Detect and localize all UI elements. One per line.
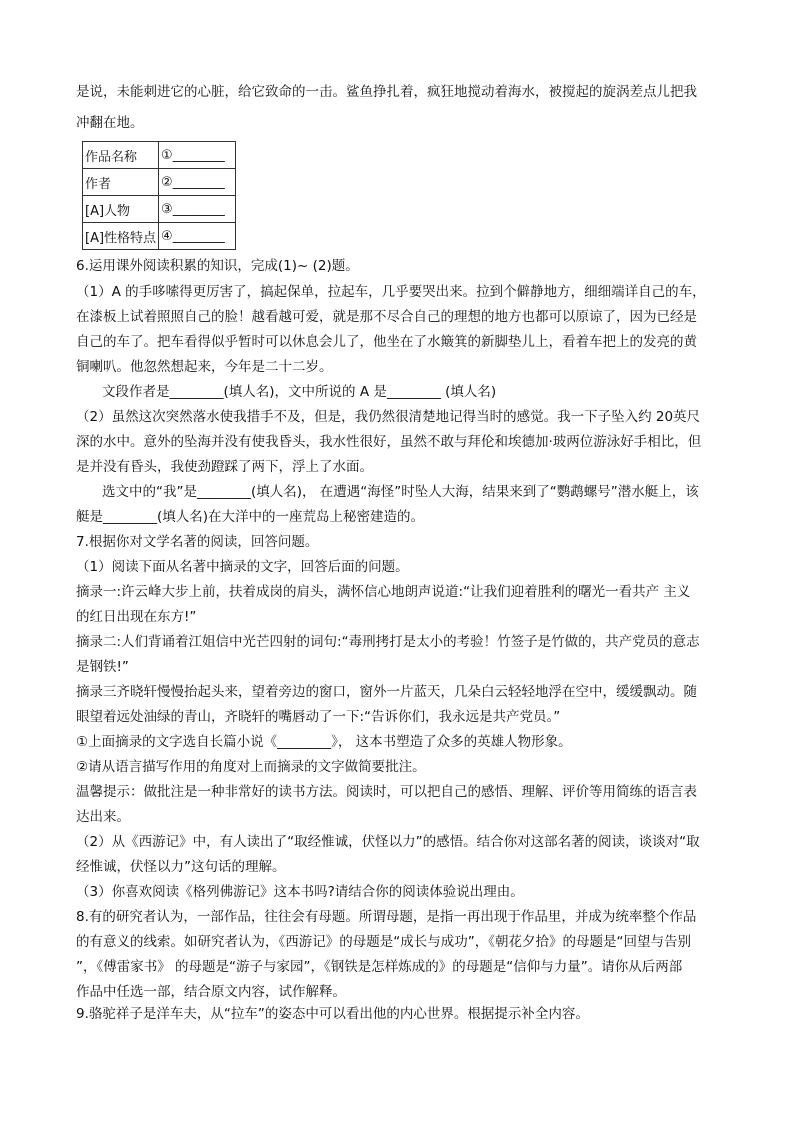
table-label: [A]人物 [83, 196, 159, 223]
q7-question-2: ②请从语言描写作用的角度对上而摘录的文字做简要批注。 [76, 759, 426, 775]
q8-line: 的有意义的线索。如研究者认为，《西游记》的母题是“成长与成功”，《朝花夕拾》的母题是“回望与告别 [76, 934, 691, 950]
q7-excerpt1: 的红日出现在东方!” [76, 609, 197, 625]
q7-sub3: （3）你喜欢阅读《格列佛游记》这本书吗?请结合你的阅读体验说出理由。 [76, 884, 524, 900]
q7-sub2: （2）从《西游记》中，有人读出了“取经惟诚，伏怪以力”的感悟。结合你对这部名著的阅读，谈谈对“取 [76, 834, 700, 850]
q6-p2-answer: 选文中的“我”是________(填人名)， 在遭遇“海怪”时坠人大海，结果来到了“鹦鹉螺号”潜水艇上，该 [102, 484, 699, 500]
table-row [83, 169, 236, 196]
intro-line-2: 冲翻在地。 [76, 115, 144, 131]
table-blank: ②________ [159, 169, 236, 196]
q8-line: 8.有的研究者认为，一部作品，往往会有母题。所谓母题，是指一再出现于作品里，并成为统率整个作品 [76, 909, 697, 925]
intro-line-1: 是说，未能刺进它的心脏，给它致命的一击。鲨鱼挣扎着，疯狂地搅动着海水，被搅起的旋涡差点儿把我 [76, 84, 697, 100]
q6-p2-line: 是并没有昏头，我使劲蹬踩了两下，浮上了水面。 [76, 459, 373, 475]
table-row [83, 196, 236, 223]
table-row [83, 142, 236, 169]
q6-title: 6.运用课外阅读积累的知识，完成(1)~ (2)题。 [76, 258, 359, 274]
table-blank: ③________ [159, 196, 236, 223]
q9-line: 9.骆驼祥子是洋车夫，从“拉车”的姿态中可以看出他的内心世界。根据提示补全内容。 [76, 1006, 589, 1022]
q7-sub1: （1）阅读下面从名著中摘录的文字，回答后面的问题。 [76, 559, 409, 575]
q8-line: ”，《傅雷家书》 的母题是“游子与家园”，《钢铁是怎样炼成的》的母题是“信仰与力量”。请你从后两部 [76, 959, 683, 975]
q6-p1-line: （1）A 的手哆嗦得更厉害了，搞起保单，拉起车，几乎要哭出来。拉到个僻静地方，细细端详自己的车， [76, 284, 706, 300]
work-info-table [82, 141, 236, 250]
q7-title: 7.根据你对文学名著的阅读，回答问题。 [76, 534, 319, 550]
table-blank: ④________ [159, 223, 236, 250]
q6-p1-answer: 文段作者是________(填人名)，文中所说的 A 是________ (填人名) [102, 384, 497, 400]
q7-question-1: ①上面摘录的文字选自长篇小说《________》， 这本书塑造了众多的英雄人物形象。 [76, 734, 572, 750]
q6-p2-line: 深的水中。意外的坠海并没有使我昏头，我水性很好，虽然不敢与拜伦和埃德加·玻两位游泳好手相比，但 [76, 434, 702, 450]
q6-p1-line: 在漆板上试着照照自己的脸！越看越可爱，就是那不尽合自己的理想的地方也都可以原谅了，因为已经是 [76, 309, 697, 325]
q6-p1-line: 铜喇叭。他忽然想起来，今年是二十二岁。 [76, 359, 333, 375]
table-row [83, 223, 236, 250]
q8-line: 作品中任选一部，结合原文内容，试作解释。 [76, 984, 346, 1000]
q7-tip: 温馨提示：做批注是一种非常好的读书方法。阅读时，可以把自己的感悟、理解、评价等用简练的语言表 [76, 784, 697, 800]
q7-excerpt3: 眼望着远处油绿的青山，齐晓轩的嘴唇动了一下:“告诉你们，我永远是共产党员。” [76, 709, 561, 725]
q7-sub2: 经惟诚，伏怪以力”这句话的理解。 [76, 859, 286, 875]
q6-p2-answer: 艇是________(填人名)在大洋中的一座荒岛上秘密建造的。 [76, 509, 425, 525]
table-blank: ①________ [159, 142, 236, 169]
q7-excerpt2: 摘录二:人们背诵着江姐信中光芒四射的词句:“毒刑拷打是太小的考验！竹签子是竹做的，共产党员的意志 [76, 634, 700, 650]
q6-p2-line: （2）虽然这次突然落水使我措手不及，但是，我仍然很清楚地记得当时的感觉。我一下子坠入约 20英尺 [76, 409, 701, 425]
q6-p1-line: 自己的车了。把车看得似乎暂时可以休息会儿了，他坐在了水簸箕的新脚垫儿上，看着车把上的发亮的黄 [76, 334, 697, 350]
table-label: [A]性格特点 [83, 223, 159, 250]
table-label: 作品名称 [83, 142, 159, 169]
q7-excerpt1: 摘录一:许云峰大步上前，扶着成岗的肩头，满怀信心地朗声说道:“让我们迎着胜利的曙光一看共产 主义 [76, 584, 691, 600]
q7-tip: 达出来。 [76, 809, 130, 825]
q7-excerpt3: 摘录三齐晓轩慢慢抬起头来，望着旁边的窗口，窗外一片蓝天，几朵白云轻轻地浮在空中，缓缓飘动。随 [76, 684, 697, 700]
table-label: 作者 [83, 169, 159, 196]
q7-excerpt2: 是钢铁!” [76, 659, 129, 675]
